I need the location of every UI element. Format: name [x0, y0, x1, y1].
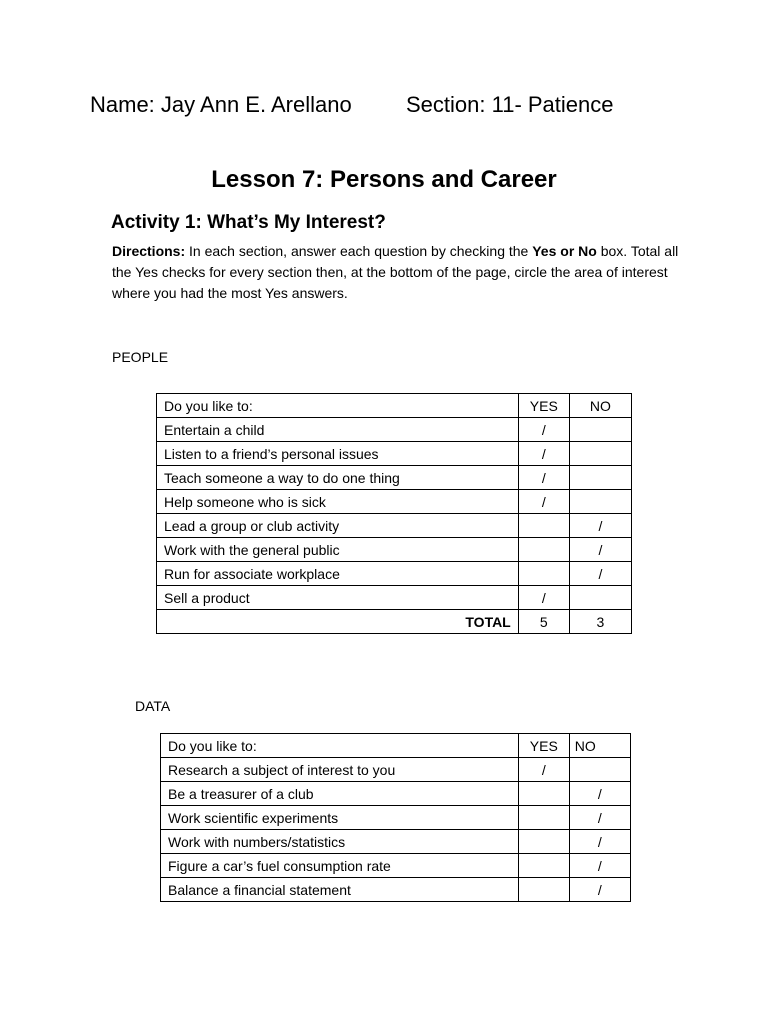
- question-cell: Work scientific experiments: [161, 806, 519, 830]
- question-cell: Run for associate workplace: [157, 562, 519, 586]
- table-row: [157, 490, 632, 514]
- activity-title: Activity 1: What’s My Interest?: [111, 212, 386, 233]
- yes-checkbox-cell[interactable]: /: [518, 418, 569, 442]
- no-checkbox-cell[interactable]: [569, 418, 631, 442]
- no-checkbox-cell[interactable]: /: [569, 538, 631, 562]
- directions-text-2: box. Total all the Yes checks for every section then, at the bottom of the page, circle the area of interest where you had the most Yes answers.: [112, 243, 679, 301]
- data-table: [160, 733, 631, 902]
- question-cell: Help someone who is sick: [157, 490, 519, 514]
- yes-checkbox-cell[interactable]: [518, 514, 569, 538]
- yes-checkbox-cell[interactable]: /: [518, 490, 569, 514]
- yes-checkbox-cell[interactable]: [518, 854, 569, 878]
- total-label: TOTAL: [157, 610, 519, 634]
- no-checkbox-cell[interactable]: [569, 442, 631, 466]
- question-cell: Balance a financial statement: [161, 878, 519, 902]
- yes-checkbox-cell[interactable]: /: [518, 758, 569, 782]
- no-checkbox-cell[interactable]: [569, 490, 631, 514]
- yes-checkbox-cell[interactable]: [518, 782, 569, 806]
- yes-checkbox-cell[interactable]: [518, 806, 569, 830]
- no-checkbox-cell[interactable]: /: [569, 782, 630, 806]
- no-checkbox-cell[interactable]: /: [569, 878, 630, 902]
- table-row: [161, 878, 631, 902]
- student-section: Section: 11- Patience: [406, 92, 614, 117]
- question-cell: Teach someone a way to do one thing: [157, 466, 519, 490]
- directions-emphasis: Yes or No: [532, 243, 597, 259]
- no-checkbox-cell[interactable]: /: [569, 562, 631, 586]
- table-row: [157, 586, 632, 610]
- no-checkbox-cell[interactable]: /: [569, 854, 630, 878]
- no-checkbox-cell[interactable]: /: [569, 514, 631, 538]
- directions-text-1: In each section, answer each question by checking the: [185, 243, 533, 259]
- total-no: 3: [569, 610, 631, 634]
- table-row: [157, 466, 632, 490]
- no-header: NO: [569, 734, 630, 758]
- yes-header: YES: [518, 734, 569, 758]
- question-cell: Work with the general public: [157, 538, 519, 562]
- question-cell: Work with numbers/statistics: [161, 830, 519, 854]
- directions-label: Directions:: [112, 243, 186, 259]
- no-checkbox-cell[interactable]: [569, 466, 631, 490]
- question-cell: Sell a product: [157, 586, 519, 610]
- table-row: [157, 514, 632, 538]
- data-section-label: DATA: [135, 698, 171, 714]
- total-yes: 5: [518, 610, 569, 634]
- question-cell: Be a treasurer of a club: [161, 782, 519, 806]
- question-cell: Figure a car’s fuel consumption rate: [161, 854, 519, 878]
- table-header-row: [161, 734, 631, 758]
- student-name: Name: Jay Ann E. Arellano: [90, 92, 352, 117]
- table-header-row: [157, 394, 632, 418]
- table-row: [157, 562, 632, 586]
- yes-checkbox-cell[interactable]: [518, 538, 569, 562]
- table-row: [161, 806, 631, 830]
- student-info: [90, 92, 614, 118]
- table-row: [161, 782, 631, 806]
- yes-checkbox-cell[interactable]: /: [518, 586, 569, 610]
- no-checkbox-cell[interactable]: [569, 758, 630, 782]
- table-row: [157, 538, 632, 562]
- question-header: Do you like to:: [161, 734, 519, 758]
- table-row: [161, 830, 631, 854]
- table-row: [157, 442, 632, 466]
- no-checkbox-cell[interactable]: /: [569, 830, 630, 854]
- people-table: [156, 393, 632, 634]
- table-row: [161, 758, 631, 782]
- people-section-label: PEOPLE: [112, 349, 169, 365]
- question-header: Do you like to:: [157, 394, 519, 418]
- question-cell: Entertain a child: [157, 418, 519, 442]
- table-row: [161, 854, 631, 878]
- no-header: NO: [569, 394, 631, 418]
- question-cell: Listen to a friend’s personal issues: [157, 442, 519, 466]
- lesson-title: Lesson 7: Persons and Career: [211, 166, 557, 193]
- yes-checkbox-cell[interactable]: /: [518, 442, 569, 466]
- total-row: [157, 610, 632, 634]
- no-checkbox-cell[interactable]: /: [569, 806, 630, 830]
- yes-header: YES: [518, 394, 569, 418]
- question-cell: Research a subject of interest to you: [161, 758, 519, 782]
- yes-checkbox-cell[interactable]: [518, 878, 569, 902]
- table-row: [157, 418, 632, 442]
- yes-checkbox-cell[interactable]: [518, 830, 569, 854]
- directions-paragraph: [112, 241, 682, 304]
- question-cell: Lead a group or club activity: [157, 514, 519, 538]
- yes-checkbox-cell[interactable]: /: [518, 466, 569, 490]
- yes-checkbox-cell[interactable]: [518, 562, 569, 586]
- no-checkbox-cell[interactable]: [569, 586, 631, 610]
